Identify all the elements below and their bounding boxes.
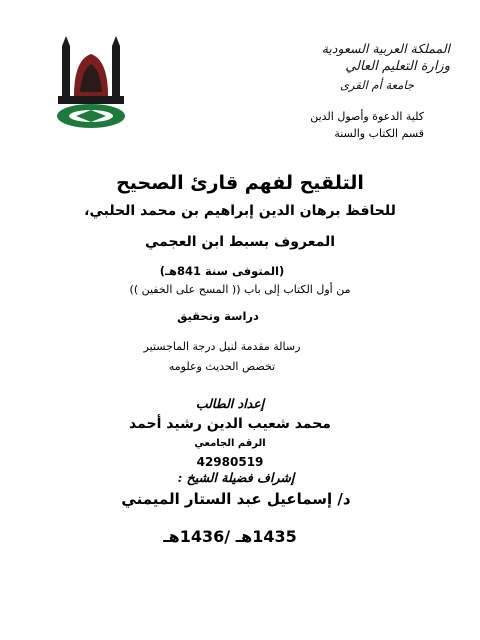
- author-line-1: للحافظ برهان الدين إبراهيم بن محمد الحلبي،: [84, 203, 396, 219]
- supervisor-label: إشراف فضيلة الشيخ :: [177, 470, 295, 485]
- logo-minaret-left-top: [62, 36, 70, 46]
- college-name: كلية الدعوة وأصول الدين: [310, 110, 424, 123]
- book-title: التلقيح لفهم قارئ الصحيح: [116, 172, 364, 194]
- logo-minaret-left: [62, 46, 70, 102]
- ministry-text: وزارة التعليم العالي: [345, 59, 450, 74]
- college-department: [224, 108, 424, 142]
- department-name: قسم الكتاب والسنة: [334, 127, 424, 140]
- university-text: جامعة أم القرى: [340, 78, 414, 92]
- kingdom-text: المملكة العربية السعودية: [321, 41, 450, 56]
- study-label: دراسة وتحقيق: [177, 309, 259, 323]
- specialization: تخصص الحديث وعلومه: [168, 360, 276, 373]
- edition-range: من أول الكتاب إلى باب (( المسح على الخفين )): [129, 283, 351, 296]
- author-death-year: (المتوفى سنة 841هـ): [159, 264, 285, 278]
- student-id: 42980519: [196, 455, 264, 469]
- supervisor-name: د/ إسماعيل عبد الستار الميمني: [121, 490, 351, 508]
- logo-minaret-right: [112, 46, 120, 102]
- author-line-2: المعروف بسبط ابن العجمي: [144, 234, 336, 250]
- university-logo: [52, 36, 130, 132]
- thesis-statement: رسالة مقدمة لنيل درجة الماجستير: [143, 340, 301, 353]
- prepared-by-label: إعداد الطالب: [195, 396, 265, 411]
- logo-minaret-right-top: [112, 36, 120, 46]
- student-id-label: الرقم الجامعي: [194, 438, 266, 449]
- ministry-header: [250, 40, 450, 94]
- student-name: محمد شعيب الدين رشيد أحمد: [129, 416, 331, 432]
- academic-year: 1435هـ /1436هـ: [163, 527, 297, 546]
- logo-base: [58, 96, 124, 104]
